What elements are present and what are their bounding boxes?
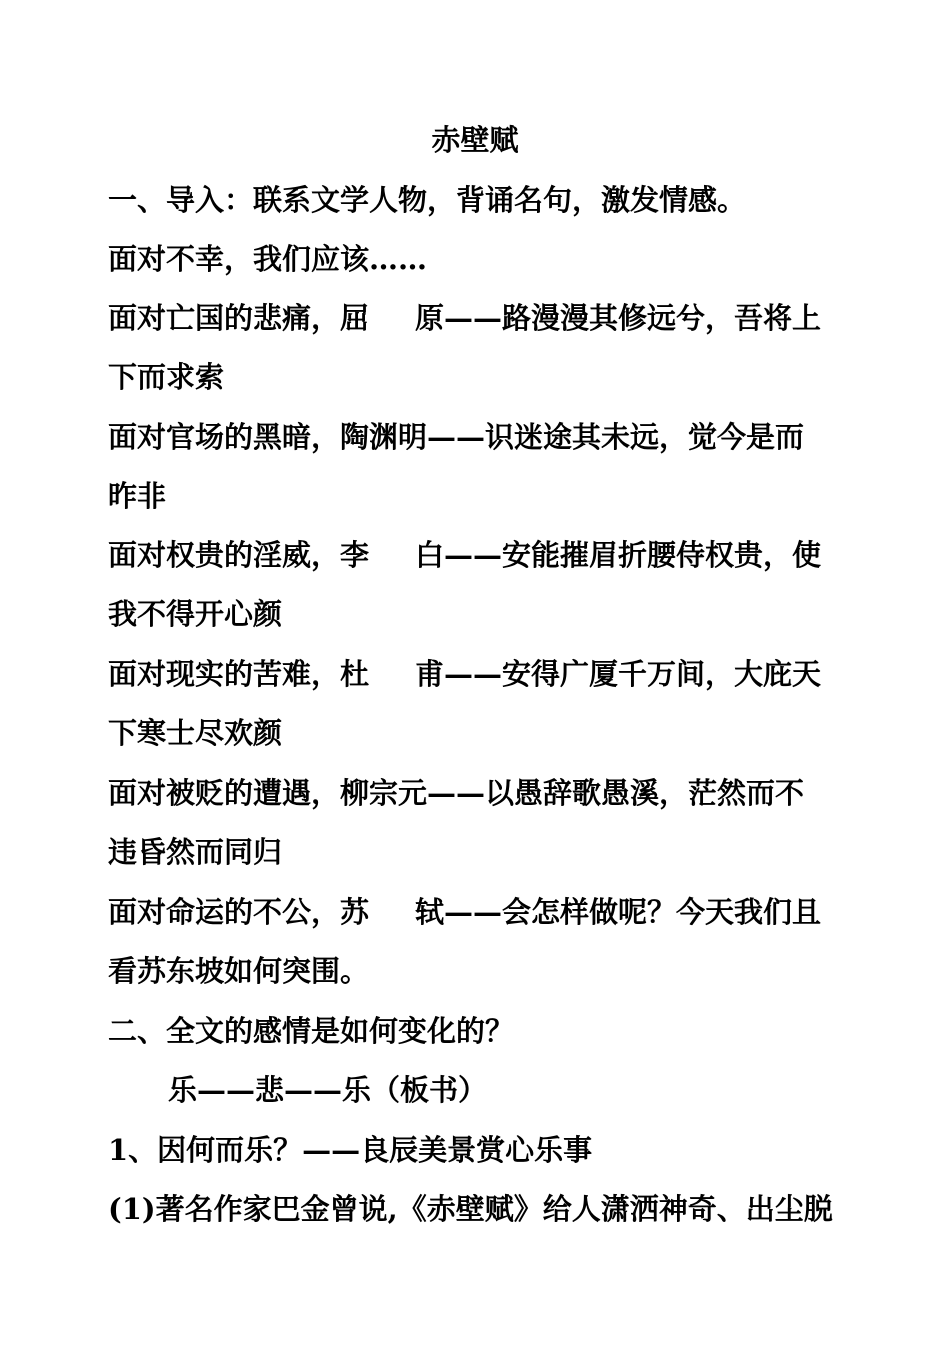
question-1-sub-1: (1)著名作家巴金曾说,《赤壁赋》给人潇洒神奇、出尘脱 [108,1192,833,1226]
figure-quote: ——识迷途其未远，觉今是而 [427,420,805,454]
figure-quote-continuation: 下寒士尽欢颜 [108,716,283,750]
figure-line-li-bai [108,535,821,575]
figure-prefix: 面对命运的不公， [108,895,341,929]
figure-name: 轼 [415,895,445,929]
figure-prefix: 面对官场的黑暗， [108,420,341,454]
figure-name: 陶渊明 [340,420,428,454]
figure-name: 屈 [340,301,370,335]
section-heading-emotion: 二、全文的感情是如何变化的？ [108,1014,515,1048]
figure-name: 原 [415,301,445,335]
figure-quote-continuation: 昨非 [108,479,167,513]
document-title: 赤壁赋 [431,123,519,157]
figure-line-du-fu [108,654,821,694]
figure-prefix: 面对亡国的悲痛， [108,301,341,335]
figure-quote: ——路漫漫其修远兮，吾将上 [444,301,822,335]
figure-name: 甫 [415,657,445,691]
figure-quote-continuation: 下而求索 [108,360,225,394]
figure-line-su-shi [108,892,821,932]
figure-quote: ——安能摧眉折腰侍权贵，使 [444,538,822,572]
figure-prefix: 面对权贵的淫威， [108,538,341,572]
question-1: 1、因何而乐？——良辰美景赏心乐事 [108,1133,593,1167]
intro-heading: 一、导入：联系文学人物，背诵名句，激发情感。 [108,183,747,217]
intro-lead: 面对不幸，我们应该…… [108,242,428,276]
figure-line-tao-yuanming [108,417,804,457]
figure-quote-continuation: 看苏东坡如何突围。 [108,954,370,988]
figure-name: 柳宗元 [340,776,428,810]
figure-quote: ——以愚辞歌愚溪，茫然而不 [427,776,805,810]
figure-line-qu-yuan [108,298,821,338]
figure-name: 李 [340,538,370,572]
figure-line-liu-zongyuan [108,773,804,813]
figure-name: 苏 [340,895,370,929]
figure-prefix: 面对被贬的遭遇， [108,776,341,810]
figure-quote-continuation: 违昏然而同归 [108,835,283,869]
figure-quote-continuation: 我不得开心颜 [108,597,283,631]
figure-prefix: 面对现实的苦难， [108,657,341,691]
figure-quote: ——安得广厦千万间，大庇天 [444,657,822,691]
figure-quote: ——会怎样做呢？今天我们且 [444,895,822,929]
figure-name: 白 [415,538,445,572]
figure-name: 杜 [340,657,370,691]
board-note: 乐——悲——乐（板书） [168,1073,488,1107]
